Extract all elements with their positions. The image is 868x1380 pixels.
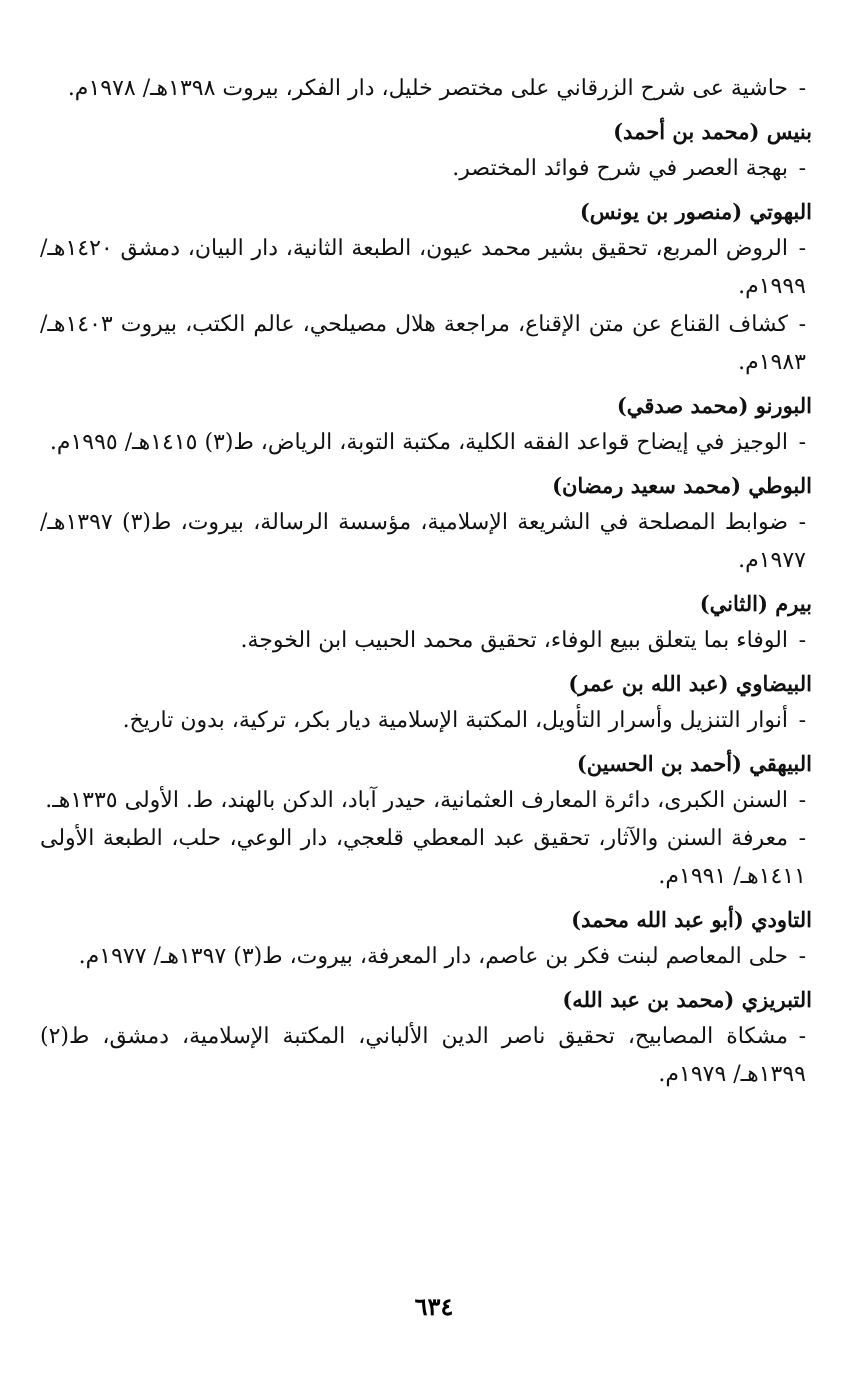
author-heading: بيرم (الثاني) bbox=[699, 591, 812, 616]
work-text: كشاف القناع عن متن الإقناع، مراجعة هلال مصيلحي، عالم الكتب، بيروت ١٤٠٣هـ/ ١٩٨٣م. bbox=[40, 312, 806, 375]
author-heading: البورنو (محمد صدقي) bbox=[616, 393, 812, 418]
work-item bbox=[40, 820, 812, 896]
list-dash: - bbox=[798, 510, 806, 535]
bibliography-entry bbox=[40, 586, 812, 660]
work-text: الوفاء بما يتعلق ببيع الوفاء، تحقيق محمد الحبيب ابن الخوجة. bbox=[240, 628, 788, 653]
list-dash: - bbox=[798, 1024, 806, 1049]
list-dash: - bbox=[798, 788, 806, 813]
page-number: ٦٣٤ bbox=[414, 1292, 454, 1321]
list-dash: - bbox=[798, 76, 806, 101]
bibliography-entry bbox=[40, 666, 812, 740]
list-dash: - bbox=[798, 628, 806, 653]
work-item bbox=[40, 150, 812, 188]
list-dash: - bbox=[798, 708, 806, 733]
work-text: معرفة السنن والآثار، تحقيق عبد المعطي قلعجي، دار الوعي، حلب، الطبعة الأولى ١٤١١هـ/ ١٩٩١م. bbox=[40, 826, 806, 889]
work-item bbox=[40, 782, 812, 820]
bibliography-page bbox=[40, 70, 812, 1096]
work-item bbox=[40, 938, 812, 976]
work-text: الوجيز في إيضاح قواعد الفقه الكلية، مكتبة التوبة، الرياض، ط(٣) ١٤١٥هـ/ ١٩٩٥م. bbox=[49, 430, 788, 455]
list-dash: - bbox=[798, 826, 806, 851]
work-item bbox=[40, 424, 812, 462]
author-heading: التبريزي (محمد بن عبد الله) bbox=[562, 987, 812, 1012]
bibliography-entry bbox=[40, 194, 812, 382]
work-item bbox=[40, 622, 812, 660]
work-item bbox=[40, 70, 812, 108]
list-dash: - bbox=[798, 156, 806, 181]
bibliography-entry bbox=[40, 746, 812, 896]
work-text: بهجة العصر في شرح فوائد المختصر. bbox=[452, 156, 788, 181]
work-item bbox=[40, 1018, 812, 1094]
work-item bbox=[40, 230, 812, 306]
work-text: مشكاة المصابيح، تحقيق ناصر الدين الألباني، المكتبة الإسلامية، دمشق، ط(٢) ١٣٩٩هـ/ ١٩٧٩م. bbox=[40, 1024, 806, 1087]
bibliography-entry bbox=[40, 468, 812, 580]
work-text: أنوار التنزيل وأسرار التأويل، المكتبة الإسلامية ديار بكر، تركية، بدون تاريخ. bbox=[122, 708, 788, 733]
author-heading: البيهقي (أحمد بن الحسين) bbox=[576, 751, 812, 776]
work-text: حلى المعاصم لبنت فكر بن عاصم، دار المعرفة، بيروت، ط(٣) ١٣٩٧هـ/ ١٩٧٧م. bbox=[78, 944, 788, 969]
work-text: السنن الكبرى، دائرة المعارف العثمانية، حيدر آباد، الدكن بالهند، ط. الأولى ١٣٣٥هـ. bbox=[45, 788, 788, 813]
author-heading: البهوتي (منصور بن يونس) bbox=[579, 199, 812, 224]
work-item bbox=[40, 306, 812, 382]
bibliography-entry bbox=[40, 114, 812, 188]
author-heading: بنيس (محمد بن أحمد) bbox=[613, 119, 812, 144]
work-item bbox=[40, 504, 812, 580]
bibliography-entry bbox=[40, 902, 812, 976]
list-dash: - bbox=[798, 312, 806, 337]
list-dash: - bbox=[798, 430, 806, 455]
work-text: ضوابط المصلحة في الشريعة الإسلامية، مؤسسة الرسالة، بيروت، ط(٣) ١٣٩٧هـ/ ١٩٧٧م. bbox=[40, 510, 806, 573]
bibliography-entry bbox=[40, 982, 812, 1094]
bibliography-entry bbox=[40, 70, 812, 108]
work-text: الروض المربع، تحقيق بشير محمد عيون، الطبعة الثانية، دار البيان، دمشق ١٤٢٠هـ/ ١٩٩٩م. bbox=[40, 236, 806, 299]
author-heading: التاودي (أبو عبد الله محمد) bbox=[571, 907, 812, 932]
author-heading: البوطي (محمد سعيد رمضان) bbox=[552, 473, 812, 498]
work-item bbox=[40, 702, 812, 740]
work-text: حاشية عى شرح الزرقاني على مختصر خليل، دار الفكر، بيروت ١٣٩٨هـ/ ١٩٧٨م. bbox=[67, 76, 788, 101]
list-dash: - bbox=[798, 236, 806, 261]
bibliography-entry bbox=[40, 388, 812, 462]
list-dash: - bbox=[798, 944, 806, 969]
author-heading: البيضاوي (عبد الله بن عمر) bbox=[568, 671, 812, 696]
